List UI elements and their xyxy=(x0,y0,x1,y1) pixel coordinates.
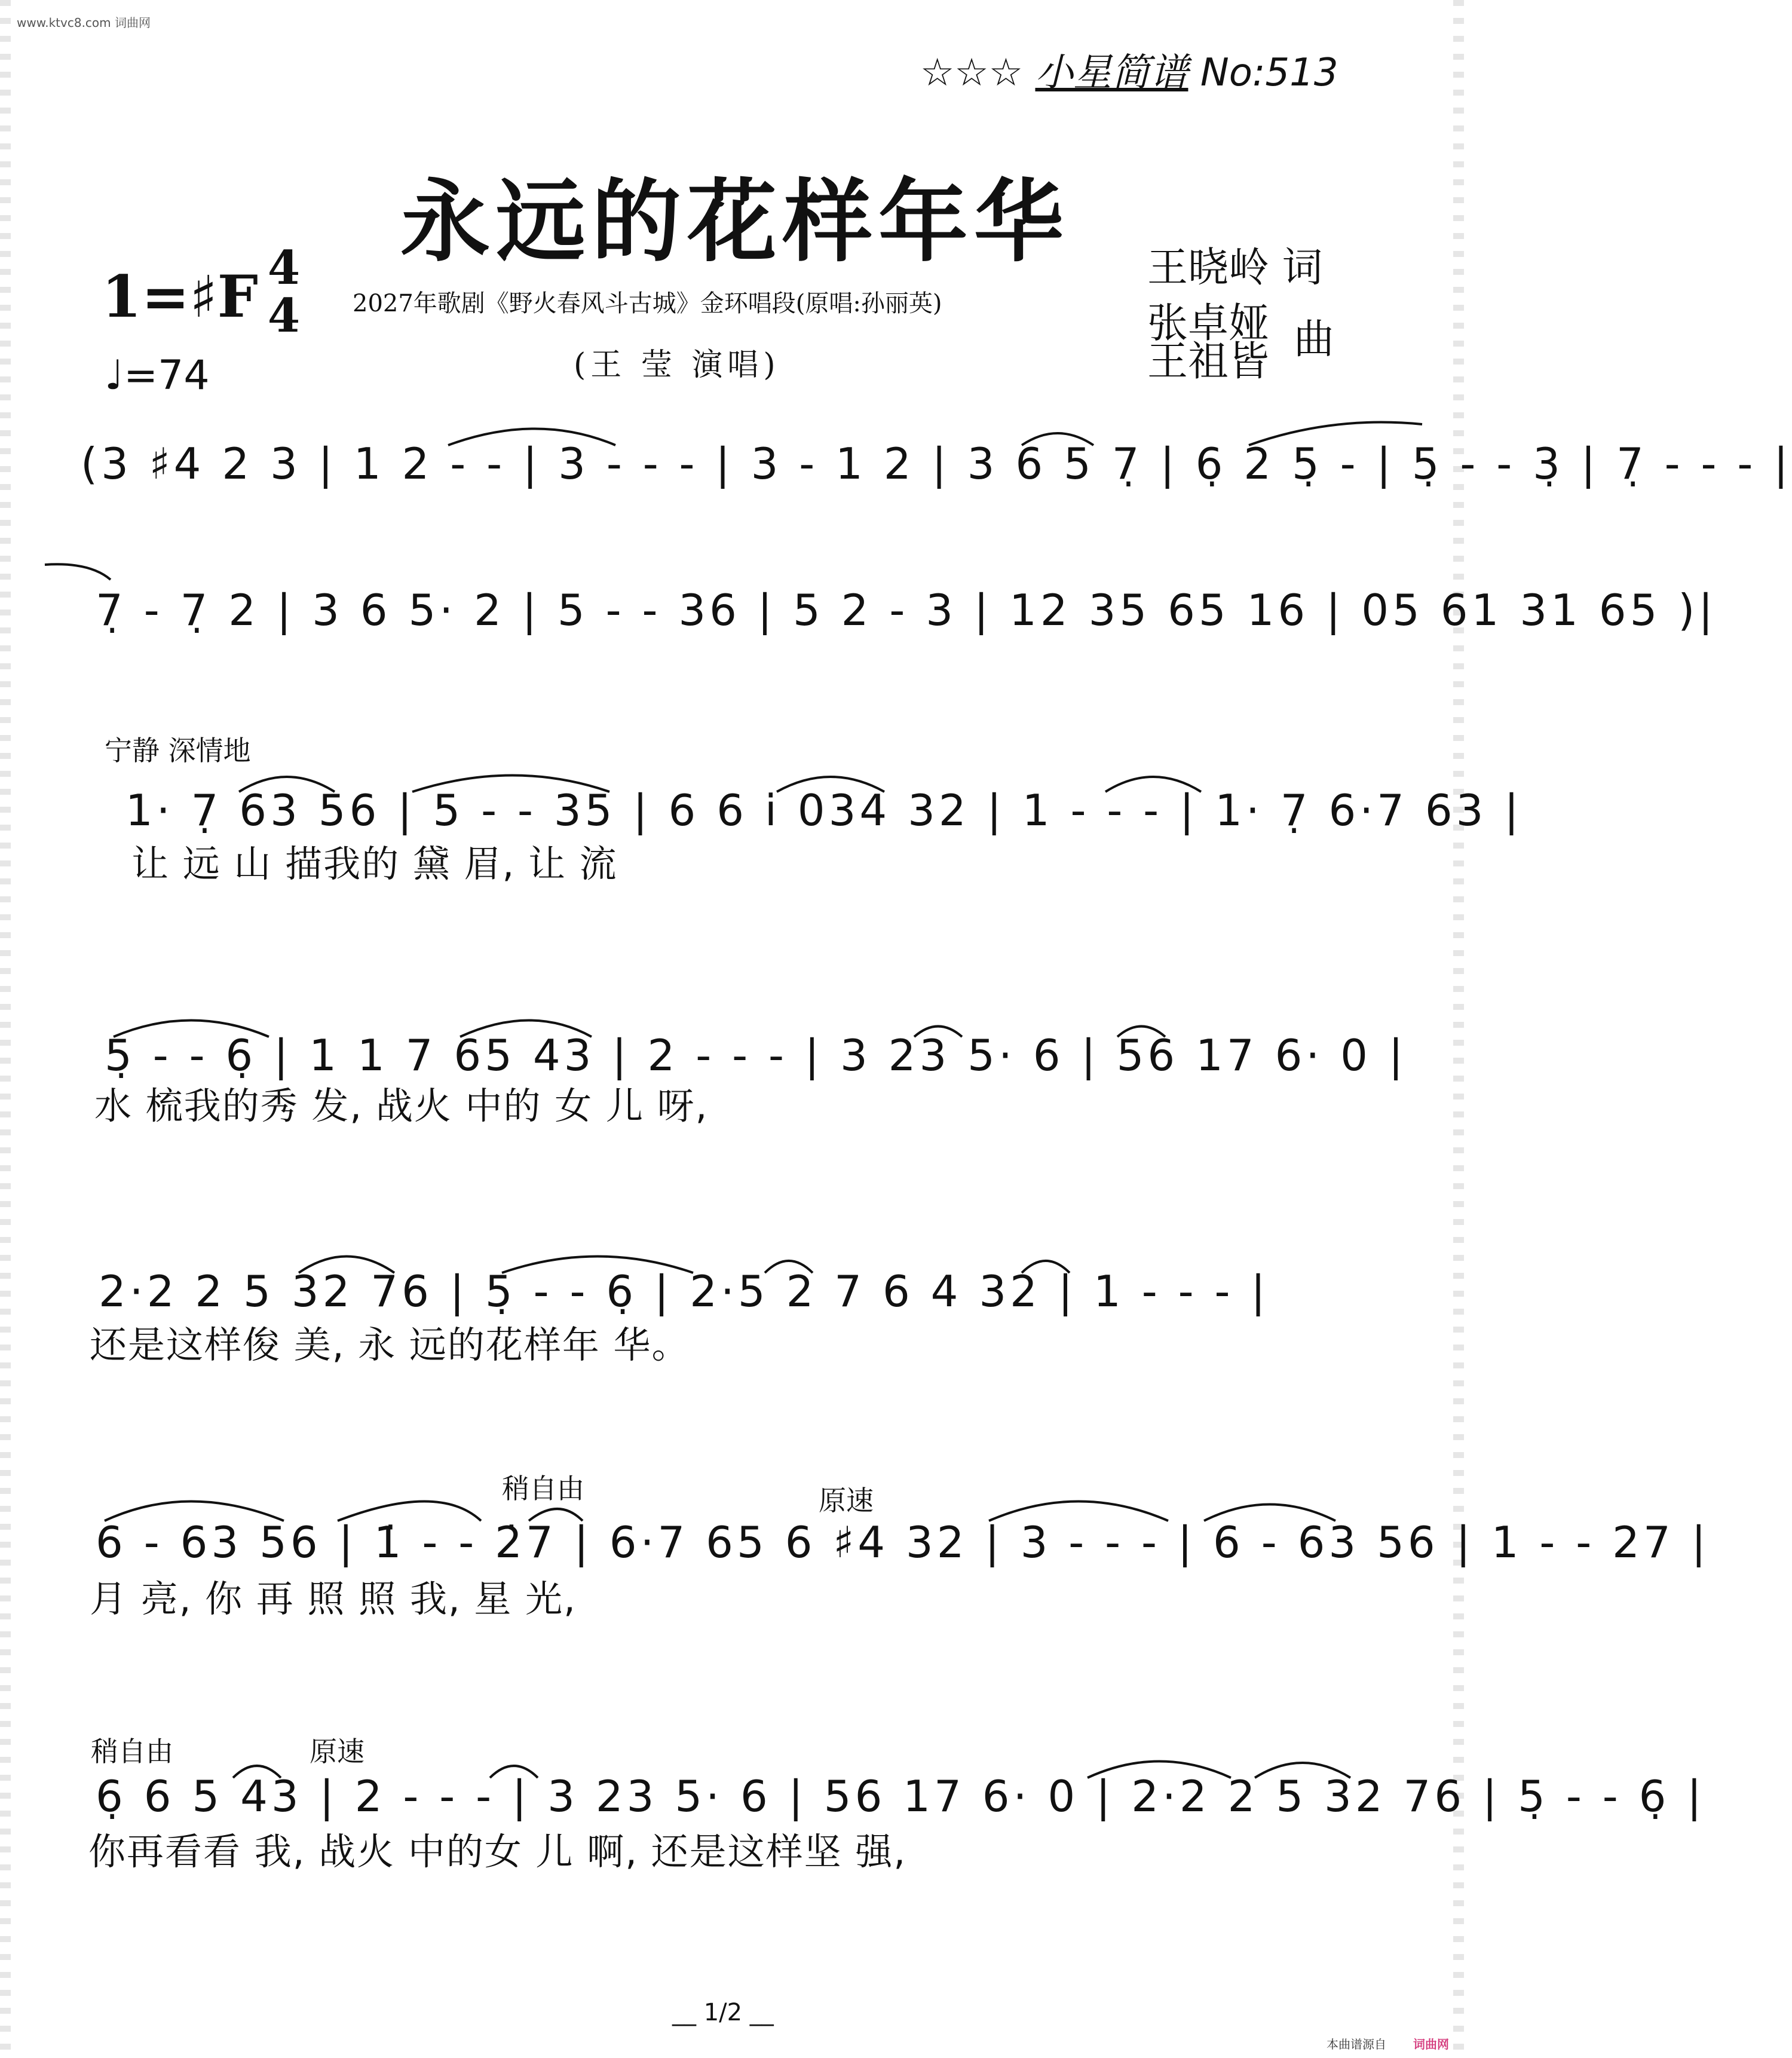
score-row-5-notes: 2·2 2 5 32 76 | 5̣ - - 6̣ | 2·5 2 7 6 4 32 | 1 - - - | xyxy=(99,1266,1269,1316)
performer-line: (王 莹 演唱) xyxy=(574,347,780,383)
composer-1-name: 张卓娅 xyxy=(1147,300,1270,347)
score-row-6-notes: 6 - 63 56 | 1̇ - - 2̇7 | 6·7 65 6 ♯4 32 | 3 - - - | 6 - 63 56 | 1 - - 27 | xyxy=(96,1517,1710,1567)
meter-bottom: 4 xyxy=(267,289,301,344)
composer-2-name: 王祖皆 xyxy=(1147,338,1270,385)
page-number: __ 1/2 __ xyxy=(672,1999,774,2026)
score-header xyxy=(920,42,1338,97)
lyrics-row-7: 你再看看 我, 战火 中的女 儿 啊, 还是这样坚 强, xyxy=(88,1830,907,1873)
site-watermark: www.ktvc8.com 词曲网 xyxy=(17,16,151,30)
tempo-primo-mark-row-7: 原速 xyxy=(310,1735,364,1768)
rating-stars: ☆☆☆ xyxy=(920,51,1024,95)
lyrics-row-5: 还是这样俊 美, 永 远的花样年 华。 xyxy=(90,1323,690,1367)
source-note: 本曲谱源自 xyxy=(1327,2037,1386,2051)
song-title: 永远的花样年华 xyxy=(400,169,1070,274)
tempo-marking: ♩=74 xyxy=(105,352,210,399)
lyricist-role: 词 xyxy=(1282,244,1323,292)
lyricist-credit xyxy=(1147,244,1323,292)
score-number: No:513 xyxy=(1200,51,1338,95)
key-signature: 1=♯F xyxy=(102,263,258,330)
time-signature xyxy=(263,241,305,344)
score-row-7-notes: 6̣ 6 5 43 | 2 - - - | 3 23 5· 6 | 56 17 6· 0 | 2·2 2 5 32 76 | 5̣ - - 6̣ | xyxy=(96,1771,1705,1821)
tempo-rubato-mark-row-7: 稍自由 xyxy=(91,1735,173,1768)
meter-top: 4 xyxy=(267,241,301,295)
tempo-rubato-mark-row-6: 稍自由 xyxy=(502,1472,584,1505)
expression-mark-row-3: 宁静 深情地 xyxy=(105,734,251,767)
lyrics-row-3: 让 远 山 描我的 黛 眉, 让 流 xyxy=(131,842,618,886)
score-row-2-notes: 7̣ - 7̣ 2 | 3 6 5· 2 | 5 - - 36 | 5 2 - 3 | 12 35 65 16 | 05 61 31 65 )| xyxy=(96,585,1717,635)
song-subtitle: 2027年歌剧《野火春风斗古城》金环唱段(原唱:孙丽英) xyxy=(353,290,942,317)
score-row-4-notes: 5̣ - - 6̣ | 1 1 7 65 43 | 2 - - - | 3 23 5· 6 | 56 17 6· 0 | xyxy=(105,1030,1407,1080)
site-logo: 词曲网 xyxy=(1413,2037,1449,2051)
score-row-3-notes: 1· 7̣ 63 56 | 5 - - 35 | 6 6 i̇ 034 32 | 1 - - - | 1· 7̣ 6·7 63 | xyxy=(125,785,1523,835)
right-border-strip xyxy=(1453,0,1464,2058)
brand-name: 小星简谱 xyxy=(1035,51,1188,95)
lyrics-row-4: 水 梳我的秀 发, 战火 中的 女 儿 呀, xyxy=(94,1084,709,1128)
lyricist-name: 王晓岭 xyxy=(1147,244,1270,292)
row-1-slurs xyxy=(436,412,1452,454)
lyrics-row-6: 月 亮, 你 再 照 照 我, 星 光, xyxy=(90,1577,577,1621)
composer-role: 曲 xyxy=(1294,316,1335,363)
score-row-1-notes: (3 ♯4 2 3 | 1 2 - - | 3 - - - | 3 - 1 2 | 3 6 5 7̣ | 6̣ 2 5̣ - | 5̣ - - 3̣ | 7̣ - - - | xyxy=(81,439,1792,489)
tempo-primo-mark-row-6: 原速 xyxy=(819,1484,874,1517)
left-border-strip xyxy=(0,0,11,2058)
